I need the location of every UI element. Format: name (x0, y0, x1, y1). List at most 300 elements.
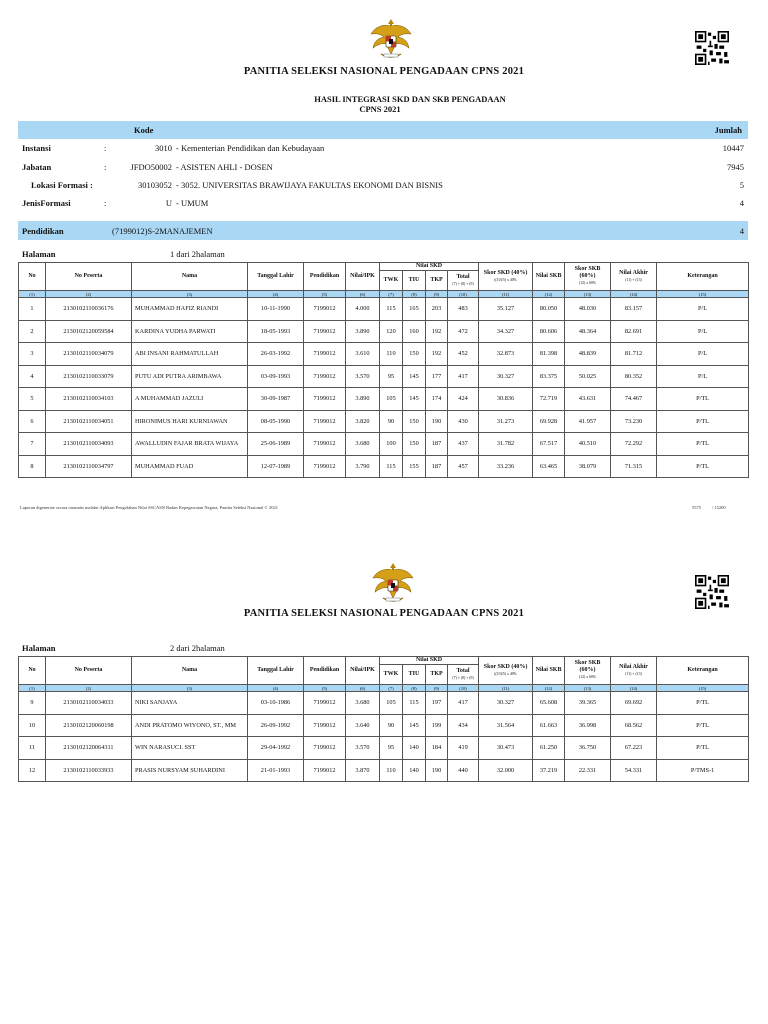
cell-ket: P/TL (657, 455, 749, 478)
cell-total: 417 (448, 365, 479, 388)
table-row (19, 737, 749, 760)
cell-peserta: 2130102110034093 (46, 433, 132, 456)
col-nilai-skb: Nilai SKB (533, 657, 565, 685)
column-index-row (19, 685, 749, 692)
nilai-akhir-formula: (11) + (13) (625, 671, 642, 676)
halaman-label-page2: Halaman (22, 643, 56, 653)
cell-ket: P/TL (657, 433, 749, 456)
cell-akhir: 73.230 (611, 410, 657, 433)
cell-twk: 120 (380, 320, 403, 343)
column-index-cell: (4) (248, 685, 304, 692)
page1-title: PANITIA SELEKSI NASIONAL PENGADAAN CPNS 2021 (243, 66, 525, 77)
skor-skd-title: Skor SKD (40%) (483, 269, 528, 276)
cell-nama: ABI INSANI RAHMATULLAH (132, 343, 248, 366)
cell-peserta: 2130102110036176 (46, 298, 132, 321)
kode-label: Kode (134, 125, 154, 135)
column-index-cell: (14) (611, 685, 657, 692)
lokasi-code: 30103052 (138, 180, 172, 190)
cell-skor-skb: 40.510 (565, 433, 611, 456)
column-index-cell: (12) (533, 291, 565, 298)
cell-no: 12 (19, 759, 46, 782)
skor-skb-title: Skor SKB (60%) (574, 660, 601, 673)
column-index-cell: (6) (346, 291, 380, 298)
cell-pend: 7199012 (304, 365, 346, 388)
cell-ipk: 3.570 (346, 737, 380, 760)
lokasi-name: - 3052. UNIVERSITAS BRAWIJAYA FAKULTAS EKONOMI DAN BISNIS (176, 180, 443, 190)
cell-twk: 100 (380, 433, 403, 456)
cell-skor-skd: 35.127 (479, 298, 533, 321)
cell-skor-skd: 34.327 (479, 320, 533, 343)
column-index-cell: (15) (657, 291, 749, 298)
column-index-cell: (2) (46, 291, 132, 298)
cell-total: 417 (448, 692, 479, 715)
cell-nama: WIN NARASUCI. SST (132, 737, 248, 760)
skor-skb-formula: (12) x 60% (579, 675, 597, 679)
column-index-cell: (13) (565, 291, 611, 298)
cell-skor-skb: 38.079 (565, 455, 611, 478)
cell-tiu: 160 (403, 320, 426, 343)
cell-no: 3 (19, 343, 46, 366)
cell-skor-skd: 33.236 (479, 455, 533, 478)
col-tiu: TIU (403, 665, 426, 685)
report-subtitle (270, 94, 550, 114)
cell-total: 483 (448, 298, 479, 321)
column-index-cell: (5) (304, 291, 346, 298)
cell-tgl: 03-10-1986 (248, 692, 304, 715)
subtitle-line-1: HASIL INTEGRASI SKD DAN SKB PENGADAAN (314, 94, 506, 104)
cell-skor-skd: 30.836 (479, 388, 533, 411)
cell-akhir: 72.292 (611, 433, 657, 456)
jumlah-label: Jumlah (714, 125, 742, 135)
col-tanggal-lahir: Tanggal Lahir (248, 657, 304, 685)
cell-akhir: 80.352 (611, 365, 657, 388)
cell-skb: 72.719 (533, 388, 565, 411)
cell-tgl: 26-03-1992 (248, 343, 304, 366)
subtitle-line-2: CPNS 2021 (359, 104, 401, 114)
cell-skb: 67.517 (533, 433, 565, 456)
cell-no: 2 (19, 320, 46, 343)
cell-pend: 7199012 (304, 343, 346, 366)
cell-tgl: 10-11-1990 (248, 298, 304, 321)
cell-twk: 115 (380, 298, 403, 321)
cell-ipk: 3.820 (346, 410, 380, 433)
cell-skor-skb: 39.365 (565, 692, 611, 715)
col-nilai-akhir (611, 263, 657, 291)
total-title: Total (456, 667, 470, 674)
cell-skor-skd: 31.273 (479, 410, 533, 433)
qr-code-icon (695, 31, 729, 65)
cell-tiu: 145 (403, 714, 426, 737)
cell-tkp: 197 (426, 692, 448, 715)
cell-peserta: 2130102120059584 (46, 320, 132, 343)
cell-skb: 83.375 (533, 365, 565, 388)
cell-twk: 105 (380, 692, 403, 715)
cell-skb: 61.663 (533, 714, 565, 737)
cell-no: 4 (19, 365, 46, 388)
cell-skb: 80.606 (533, 320, 565, 343)
table-row (19, 759, 749, 782)
col-tiu: TIU (403, 271, 426, 291)
cell-skor-skd: 30.327 (479, 692, 533, 715)
cell-tkp: 192 (426, 343, 448, 366)
cell-tkp: 174 (426, 388, 448, 411)
jenis-code: U (165, 198, 172, 208)
cell-total: 440 (448, 759, 479, 782)
cell-ket: P/TL (657, 714, 749, 737)
col-nama: Nama (132, 657, 248, 685)
jenis-name: - UMUM (176, 198, 209, 208)
nilai-akhir-title: Nilai Akhir (619, 663, 648, 670)
cell-pend: 7199012 (304, 455, 346, 478)
jabatan-code: JFDO50002 (130, 162, 172, 172)
col-no-peserta: No Peserta (46, 263, 132, 291)
column-index-cell: (6) (346, 685, 380, 692)
cell-pend: 7199012 (304, 433, 346, 456)
col-nilai-skd: Nilai SKD (380, 263, 479, 271)
cell-akhir: 83.157 (611, 298, 657, 321)
cell-nama: PRASIS NURSYAM SUHARDINI (132, 759, 248, 782)
col-pendidikan: Pendidikan (304, 657, 346, 685)
cell-skor-skd: 32.000 (479, 759, 533, 782)
cell-tkp: 199 (426, 714, 448, 737)
column-index-cell: (9) (426, 685, 448, 692)
cell-ket: P/TL (657, 388, 749, 411)
jabatan-label: Jabatan (22, 162, 52, 172)
column-index-cell: (8) (403, 291, 426, 298)
table-row (19, 320, 749, 343)
cell-pend: 7199012 (304, 692, 346, 715)
cell-ket: P/L (657, 343, 749, 366)
cell-tgl: 12-07-1989 (248, 455, 304, 478)
qr-code-icon (695, 575, 729, 609)
cell-skor-skb: 48.030 (565, 298, 611, 321)
cell-peserta: 2130102110034051 (46, 410, 132, 433)
col-tkp: TKP (426, 665, 448, 685)
cell-tiu: 150 (403, 343, 426, 366)
instansi-label: Instansi (22, 143, 51, 153)
cell-ket: P/L (657, 365, 749, 388)
cell-pend: 7199012 (304, 714, 346, 737)
cell-tiu: 165 (403, 298, 426, 321)
col-no-peserta: No Peserta (46, 657, 132, 685)
column-index-cell: (2) (46, 685, 132, 692)
jabatan-count: 7945 (727, 162, 744, 172)
col-nama: Nama (132, 263, 248, 291)
skor-skd-formula: ((10)/5) x 40% (494, 277, 517, 282)
cell-tkp: 190 (426, 410, 448, 433)
cell-tiu: 140 (403, 759, 426, 782)
cell-nama: AWALLUDIN FAJAR BRATA WIJAYA (132, 433, 248, 456)
col-nilai-skb: Nilai SKB (533, 263, 565, 291)
cell-akhir: 67.223 (611, 737, 657, 760)
column-index-cell: (10) (448, 291, 479, 298)
cell-twk: 110 (380, 343, 403, 366)
cell-tiu: 150 (403, 410, 426, 433)
column-index-cell: (14) (611, 291, 657, 298)
jenis-formasi-label: JenisFormasi (22, 198, 71, 208)
cell-skor-skb: 50.025 (565, 365, 611, 388)
cell-skor-skb: 36.750 (565, 737, 611, 760)
instansi-count: 10447 (722, 143, 744, 153)
cell-total: 457 (448, 455, 479, 478)
cell-akhir: 68.562 (611, 714, 657, 737)
column-index-cell: (9) (426, 291, 448, 298)
column-index-cell: (7) (380, 685, 403, 692)
col-twk: TWK (380, 665, 403, 685)
cell-tkp: 187 (426, 455, 448, 478)
cell-skor-skd: 31.782 (479, 433, 533, 456)
cell-total: 472 (448, 320, 479, 343)
cell-ket: P/TL (657, 410, 749, 433)
cell-peserta: 2130102120060198 (46, 714, 132, 737)
cell-ipk: 3.890 (346, 388, 380, 411)
cell-tgl: 30-09-1987 (248, 388, 304, 411)
column-index-cell: (10) (448, 685, 479, 692)
jabatan-name: - ASISTEN AHLI - DOSEN (176, 162, 273, 172)
cell-ket: P/L (657, 298, 749, 321)
cell-tkp: 203 (426, 298, 448, 321)
column-index-cell: (8) (403, 685, 426, 692)
cell-skb: 69.928 (533, 410, 565, 433)
cell-tkp: 187 (426, 433, 448, 456)
cell-tkp: 192 (426, 320, 448, 343)
footer-page-code: 5575 (692, 505, 701, 510)
table-row (19, 388, 749, 411)
cell-skb: 80.050 (533, 298, 565, 321)
cell-tkp: 184 (426, 737, 448, 760)
cell-skor-skd: 31.564 (479, 714, 533, 737)
halaman-value-page2: 2 dari 2halaman (170, 643, 225, 653)
table-row (19, 343, 749, 366)
cell-tiu: 145 (403, 365, 426, 388)
col-no: No (19, 263, 46, 291)
column-index-cell: (5) (304, 685, 346, 692)
cell-nama: PUTU ADI PUTRA ARIMBAWA (132, 365, 248, 388)
nilai-akhir-title: Nilai Akhir (619, 269, 648, 276)
cell-no: 10 (19, 714, 46, 737)
cell-peserta: 2130102110034103 (46, 388, 132, 411)
cell-no: 8 (19, 455, 46, 478)
cell-skor-skd: 32.873 (479, 343, 533, 366)
cell-akhir: 71.315 (611, 455, 657, 478)
cell-tkp: 177 (426, 365, 448, 388)
cell-ipk: 3.680 (346, 692, 380, 715)
column-index-row (19, 291, 749, 298)
cell-peserta: 2130102110034797 (46, 455, 132, 478)
cell-tgl: 08-05-1990 (248, 410, 304, 433)
cell-twk: 95 (380, 365, 403, 388)
cell-pend: 7199012 (304, 759, 346, 782)
col-keterangan: Keterangan (657, 657, 749, 685)
cell-tgl: 03-09-1993 (248, 365, 304, 388)
col-total (448, 271, 479, 291)
lokasi-formasi-label: Lokasi Formasi : (31, 180, 93, 190)
garuda-emblem-icon (370, 560, 416, 606)
total-formula: (7) + (8) + (9) (452, 675, 474, 680)
cell-skor-skb: 43.631 (565, 388, 611, 411)
column-index-cell: (3) (132, 291, 248, 298)
halaman-value: 1 dari 2halaman (170, 249, 225, 259)
cell-tiu: 145 (403, 388, 426, 411)
cell-ipk: 4.000 (346, 298, 380, 321)
cell-ket: P/TL (657, 737, 749, 760)
cell-tiu: 150 (403, 433, 426, 456)
cell-nama: ANDI PRATOMO WIYONO, ST., MM (132, 714, 248, 737)
cell-ket: P/TMS-1 (657, 759, 749, 782)
cell-total: 452 (448, 343, 479, 366)
column-index-cell: (3) (132, 685, 248, 692)
col-skor-skd (479, 263, 533, 291)
table-row (19, 455, 749, 478)
column-index-cell: (7) (380, 291, 403, 298)
cell-akhir: 69.692 (611, 692, 657, 715)
skor-skd-title: Skor SKD (40%) (483, 663, 528, 670)
cell-tgl: 25-06-1989 (248, 433, 304, 456)
cell-skb: 81.398 (533, 343, 565, 366)
cell-ipk: 3.790 (346, 455, 380, 478)
table-row (19, 410, 749, 433)
col-nilai-ipk: Nilai/IPK (346, 657, 380, 685)
col-pendidikan: Pendidikan (304, 263, 346, 291)
column-index-cell: (4) (248, 291, 304, 298)
column-index-cell: (11) (479, 685, 533, 692)
skor-skd-formula: ((10)/5) x 40% (494, 671, 517, 676)
pendidikan-label: Pendidikan (22, 226, 64, 236)
col-keterangan: Keterangan (657, 263, 749, 291)
col-skor-skb (565, 263, 611, 291)
pendidikan-count: 4 (739, 226, 744, 236)
cell-pend: 7199012 (304, 320, 346, 343)
instansi-code: 3010 (155, 143, 172, 153)
cell-skor-skb: 41.957 (565, 410, 611, 433)
cell-total: 430 (448, 410, 479, 433)
cell-tiu: 115 (403, 692, 426, 715)
column-index-cell: (11) (479, 291, 533, 298)
cell-total: 437 (448, 433, 479, 456)
cell-akhir: 74.467 (611, 388, 657, 411)
column-index-cell: (13) (565, 685, 611, 692)
cell-no: 1 (19, 298, 46, 321)
cell-pend: 7199012 (304, 410, 346, 433)
cell-ket: P/L (657, 320, 749, 343)
cell-ipk: 3.640 (346, 714, 380, 737)
col-no: No (19, 657, 46, 685)
cell-akhir: 81.712 (611, 343, 657, 366)
cell-pend: 7199012 (304, 737, 346, 760)
results-table-page1 (18, 262, 749, 478)
cell-no: 11 (19, 737, 46, 760)
jenis-colon: : (104, 198, 107, 208)
cell-skor-skd: 30.327 (479, 365, 533, 388)
table-row (19, 365, 749, 388)
cell-ipk: 3.610 (346, 343, 380, 366)
nilai-akhir-formula: (11) + (13) (625, 277, 642, 282)
page2-title: PANITIA SELEKSI NASIONAL PENGADAAN CPNS 2021 (243, 608, 525, 619)
cell-nama: HIRONIMUS HARI KURNIAWAN (132, 410, 248, 433)
column-index-cell: (1) (19, 685, 46, 692)
skor-skb-formula: (12) x 60% (579, 281, 597, 285)
cell-tiu: 155 (403, 455, 426, 478)
table-row (19, 714, 749, 737)
table-row (19, 433, 749, 456)
cell-twk: 115 (380, 455, 403, 478)
cell-ipk: 3.870 (346, 759, 380, 782)
cell-skb: 63.465 (533, 455, 565, 478)
jenis-count: 4 (739, 198, 744, 208)
cell-ipk: 3.680 (346, 433, 380, 456)
kode-header-bar (18, 121, 748, 139)
cell-tgl: 18-05-1993 (248, 320, 304, 343)
cell-ipk: 3.890 (346, 320, 380, 343)
cell-pend: 7199012 (304, 298, 346, 321)
col-tkp: TKP (426, 271, 448, 291)
pendidikan-value: (7199012)S-2MANAJEMEN (112, 226, 213, 236)
col-total (448, 665, 479, 685)
col-tanggal-lahir: Tanggal Lahir (248, 263, 304, 291)
cell-peserta: 2130102110034079 (46, 343, 132, 366)
halaman-label: Halaman (22, 249, 56, 259)
table-row (19, 298, 749, 321)
total-formula: (7) + (8) + (9) (452, 281, 474, 286)
cell-no: 7 (19, 433, 46, 456)
cell-skor-skb: 36.998 (565, 714, 611, 737)
cell-tgl: 26-09-1992 (248, 714, 304, 737)
cell-tiu: 140 (403, 737, 426, 760)
cell-tgl: 21-01-1993 (248, 759, 304, 782)
cell-ipk: 3.570 (346, 365, 380, 388)
jabatan-colon: : (104, 162, 107, 172)
cell-total: 419 (448, 737, 479, 760)
col-skor-skd (479, 657, 533, 685)
cell-twk: 95 (380, 737, 403, 760)
footer-page-total: / 15200 (712, 505, 726, 510)
cell-twk: 90 (380, 714, 403, 737)
cell-akhir: 54.331 (611, 759, 657, 782)
cell-twk: 105 (380, 388, 403, 411)
cell-skb: 37.219 (533, 759, 565, 782)
cell-twk: 110 (380, 759, 403, 782)
cell-nama: KARDINA YUDHA PARWATI (132, 320, 248, 343)
column-index-cell: (12) (533, 685, 565, 692)
instansi-colon: : (104, 143, 107, 153)
cell-nama: MUHAMMAD FUAD (132, 455, 248, 478)
skor-skb-title: Skor SKB (60%) (574, 266, 601, 279)
instansi-name: - Kementerian Pendidikan dan Kebudayaan (176, 143, 325, 153)
cell-skb: 65.608 (533, 692, 565, 715)
col-nilai-skd: Nilai SKD (380, 657, 479, 665)
cell-peserta: 2130102110033079 (46, 365, 132, 388)
cell-total: 424 (448, 388, 479, 411)
cell-ket: P/TL (657, 692, 749, 715)
cell-peserta: 2130102120064311 (46, 737, 132, 760)
cell-peserta: 2130102110033933 (46, 759, 132, 782)
report-footer-note: Laporan digenerate secara otomatis melalui Aplikasi Pengolahan Nilai SSCASN Badan Kepegawaian Negara, Panitia Seleksi Nasional © 2021 (20, 505, 278, 510)
col-nilai-akhir (611, 657, 657, 685)
cell-total: 434 (448, 714, 479, 737)
cell-no: 6 (19, 410, 46, 433)
col-skor-skb (565, 657, 611, 685)
cell-akhir: 82.691 (611, 320, 657, 343)
cell-skb: 61.250 (533, 737, 565, 760)
results-table-page2 (18, 656, 749, 782)
cell-nama: NIKI SANJAYA (132, 692, 248, 715)
column-index-cell: (15) (657, 685, 749, 692)
table-row (19, 692, 749, 715)
cell-nama: A MUHAMMAD JAZULI (132, 388, 248, 411)
cell-skor-skb: 48.839 (565, 343, 611, 366)
cell-tkp: 190 (426, 759, 448, 782)
cell-peserta: 2130102110034033 (46, 692, 132, 715)
